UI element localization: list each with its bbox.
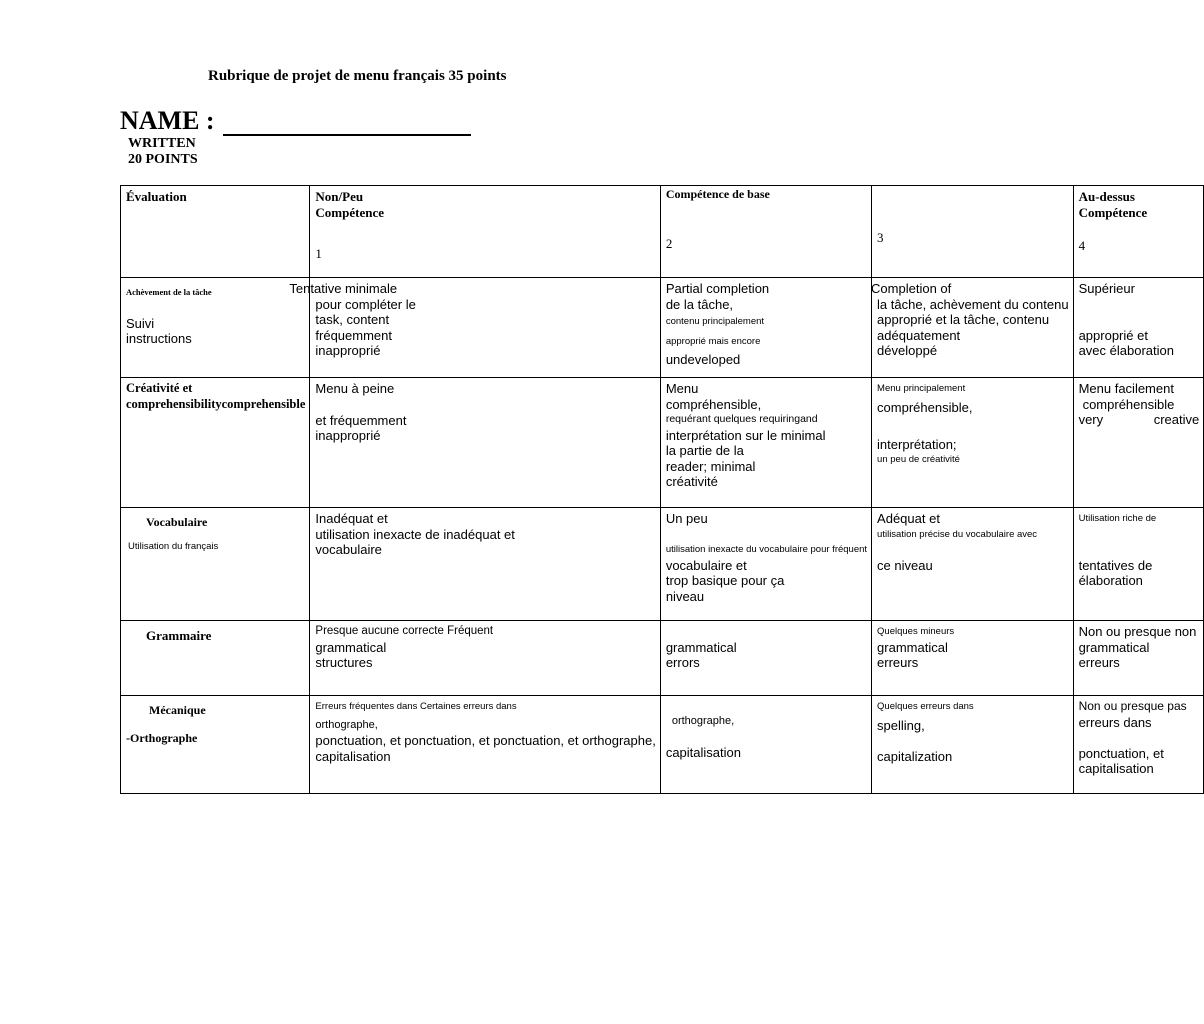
row-label-2: comprehensibilitycomprehensible xyxy=(126,396,306,411)
row-label: Mécanique xyxy=(149,703,206,717)
cell-level-3 xyxy=(872,696,1074,794)
points-label: 20 POINTS xyxy=(128,152,198,167)
cell-text: utilisation précise du vocabulaire avec xyxy=(877,528,1038,540)
row-grammar xyxy=(121,621,1204,696)
cell-text: grammatical xyxy=(1078,639,1150,655)
header-row xyxy=(121,186,1204,278)
cell-text: requérant quelques requiringand xyxy=(665,413,818,425)
cell-text: Utilisation riche de xyxy=(1078,513,1157,524)
cell-level-3 xyxy=(872,621,1074,696)
cell-text: compréhensible xyxy=(1082,396,1175,412)
header-level-1-number: 1 xyxy=(315,246,322,261)
cell-text: interprétation; xyxy=(877,436,957,452)
cell-text: créativité xyxy=(665,474,718,489)
cell-text: erreurs xyxy=(1078,655,1120,670)
cell-text: niveau xyxy=(665,588,705,604)
cell-text: erreurs xyxy=(877,655,919,670)
header-level-2-number: 2 xyxy=(665,235,673,251)
cell-text: Supérieur xyxy=(1078,281,1135,296)
cell-text: compréhensible, xyxy=(665,396,762,412)
cell-level-4 xyxy=(1073,508,1204,621)
cell-text: Menu facilement xyxy=(1078,381,1174,396)
header-level-3 xyxy=(872,186,1074,278)
name-label: NAME : xyxy=(120,106,215,135)
header-level-1 xyxy=(310,186,660,278)
cell-text: erreurs dans xyxy=(1078,714,1152,730)
name-row xyxy=(120,106,471,136)
row-label-cell xyxy=(121,621,310,696)
cell-level-1 xyxy=(310,621,660,696)
cell-text: interprétation sur le minimal xyxy=(665,427,826,443)
cell-text: approprié mais encore xyxy=(665,335,761,347)
header-level-2 xyxy=(660,186,871,278)
cell-text: task, content xyxy=(315,312,390,327)
cell-level-2 xyxy=(660,508,871,621)
cell-text: compréhensible, xyxy=(877,399,973,415)
header-level-3-number: 3 xyxy=(877,229,884,245)
cell-text: adéquatement xyxy=(877,327,961,343)
header-level-4-line2: Compétence xyxy=(1078,204,1148,220)
cell-text: very creative xyxy=(1078,412,1200,427)
row-label-cell xyxy=(121,508,310,621)
cell-text: grammatical xyxy=(877,639,948,655)
row-sublabel-1: -Orthographe xyxy=(126,730,198,745)
cell-level-3 xyxy=(872,378,1074,508)
header-evaluation-text: Évaluation xyxy=(126,189,187,204)
row-creativity xyxy=(121,378,1204,508)
cell-text: Erreurs fréquentes dans Certaines erreurs dans xyxy=(315,701,517,712)
cell-text: Partial completion xyxy=(665,281,770,296)
document-title: Rubrique de projet de menu français 35 points xyxy=(208,68,507,84)
cell-level-4 xyxy=(1073,378,1204,508)
header-level-1-line2: Compétence xyxy=(315,204,384,220)
cell-text: Tentative minimale xyxy=(289,281,398,296)
cell-text: un peu de créativité xyxy=(877,454,960,465)
rubric-table xyxy=(120,185,1204,794)
cell-text: capitalisation xyxy=(1078,761,1154,776)
cell-text: élaboration xyxy=(1078,573,1143,588)
header-level-4-line1: Au-dessus xyxy=(1078,189,1135,204)
cell-text: Un peu xyxy=(665,511,708,526)
header-level-4-number: 4 xyxy=(1078,238,1086,253)
cell-level-4 xyxy=(1073,696,1204,794)
cell-level-3 xyxy=(872,508,1074,621)
row-vocabulary xyxy=(121,508,1204,621)
cell-text: Inadéquat et xyxy=(315,511,388,526)
row-mechanics xyxy=(121,696,1204,794)
cell-level-2 xyxy=(660,378,871,508)
written-points xyxy=(128,136,198,168)
cell-text: capitalisation xyxy=(315,748,391,764)
cell-level-2 xyxy=(660,696,871,794)
cell-text: approprié et la tâche, contenu xyxy=(877,312,1050,327)
cell-text: orthographe, xyxy=(671,714,735,727)
cell-text: Menu principalement xyxy=(877,383,966,394)
cell-text: errors xyxy=(665,655,700,670)
cell-text: trop basique pour ça xyxy=(665,573,785,588)
cell-text: Non ou presque pas xyxy=(1078,699,1187,713)
cell-level-1 xyxy=(310,508,660,621)
row-label: Vocabulaire xyxy=(146,515,208,529)
header-level-4 xyxy=(1073,186,1204,278)
cell-text: grammatical xyxy=(315,639,387,655)
row-label: Grammaire xyxy=(146,628,212,643)
cell-text: la tâche, achèvement du contenu xyxy=(877,296,1069,312)
cell-text: et fréquemment xyxy=(315,412,407,428)
cell-level-3 xyxy=(872,278,1074,378)
cell-text: capitalisation xyxy=(665,744,741,760)
cell-text: la partie de la xyxy=(665,443,744,458)
cell-text: Menu à peine xyxy=(315,381,395,396)
cell-text: inapproprié xyxy=(315,428,381,443)
cell-text: Quelques erreurs dans xyxy=(877,701,974,712)
cell-text: utilisation inexacte du vocabulaire pour fréquent xyxy=(665,544,868,555)
cell-text: contenu principalement xyxy=(665,316,765,327)
row-label-cell xyxy=(121,278,310,378)
cell-level-2 xyxy=(660,278,871,378)
cell-text: ce niveau xyxy=(877,557,933,573)
cell-level-1 xyxy=(310,696,660,794)
row-sublabel-1: Utilisation du français xyxy=(128,540,219,552)
cell-text: Completion of xyxy=(871,281,952,296)
cell-level-1 xyxy=(289,278,660,378)
cell-text: inapproprié xyxy=(315,343,381,358)
header-evaluation xyxy=(121,186,310,278)
cell-text: reader; minimal xyxy=(665,458,756,474)
row-label: Créativité et xyxy=(126,381,193,395)
cell-text: Adéquat et xyxy=(877,511,940,526)
cell-text: développé xyxy=(877,343,938,358)
row-label: Achèvement de la tâche xyxy=(126,287,212,297)
cell-text: grammatical xyxy=(665,639,737,655)
header-level-1-line1: Non/Peu xyxy=(315,189,364,204)
cell-level-2 xyxy=(660,621,871,696)
cell-text: structures xyxy=(315,655,373,670)
cell-text: tentatives de xyxy=(1078,557,1153,573)
cell-text: undeveloped xyxy=(665,352,741,367)
header-level-2-text: Compétence de base xyxy=(665,187,770,201)
cell-text: Presque aucune correcte Fréquent xyxy=(315,625,494,637)
cell-text: vocabulaire xyxy=(315,542,382,557)
row-sublabel-2: instructions xyxy=(126,331,192,346)
cell-text: Menu xyxy=(665,381,699,396)
row-sublabel-1: Suivi xyxy=(126,315,155,331)
row-label-cell xyxy=(121,378,310,508)
cell-text: vocabulaire et xyxy=(665,557,747,573)
cell-level-4 xyxy=(1073,278,1204,378)
cell-text: capitalization xyxy=(877,748,953,764)
cell-text: avec élaboration xyxy=(1078,343,1174,358)
cell-level-4 xyxy=(1073,621,1204,696)
cell-text: ponctuation, et ponctuation, et ponctuation, et orthographe, xyxy=(315,733,656,748)
cell-text: utilisation inexacte de inadéquat et xyxy=(315,526,515,542)
written-label: WRITTEN xyxy=(128,136,196,151)
row-label-cell xyxy=(121,696,310,794)
cell-text: ponctuation, et xyxy=(1078,745,1164,761)
cell-text: orthographe, xyxy=(315,718,378,731)
name-blank-line xyxy=(223,108,471,136)
cell-text: Non ou presque non xyxy=(1078,624,1197,639)
cell-text: Quelques mineurs xyxy=(877,626,955,637)
cell-text: approprié et xyxy=(1078,327,1148,343)
cell-text: pour compléter le xyxy=(315,296,416,312)
cell-text: de la tâche, xyxy=(665,296,734,312)
cell-text: fréquemment xyxy=(315,327,392,343)
cell-level-1 xyxy=(310,378,660,508)
row-task-completion xyxy=(121,278,1204,378)
cell-text: spelling, xyxy=(877,717,925,733)
